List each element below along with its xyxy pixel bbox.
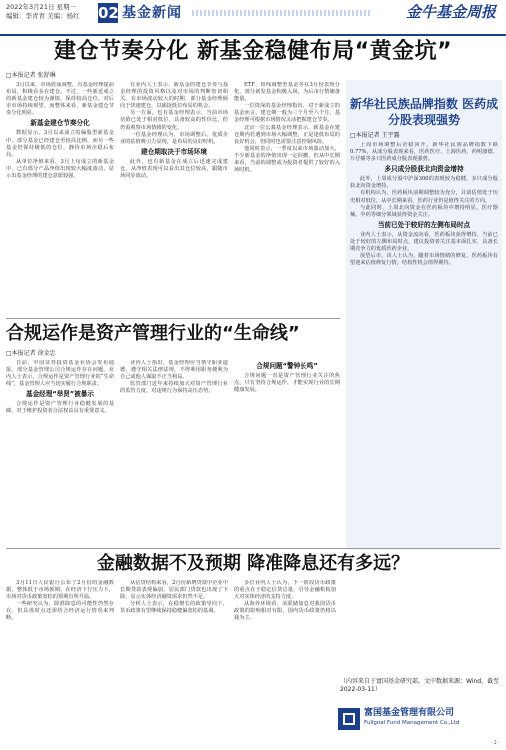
paragraph: 3月11日人民银行公布了2月份的金融数据，整体低于市场预期。在经济下行压力下，市场对货币政策宽松的预期有所升温。 [6,580,114,601]
paragraph: 日前，中国证券投资基金业协会发布通报，部分基金管理公司合规运作存在问题。业内人士表示，合规运作是资产管理行业的“生命线”，基金管理人应当切实履行合规职责。 [6,360,114,388]
side-subhead: 当前已处于较好的左侧布局时点 [377,220,471,229]
lead-column-3 [234,82,340,312]
paragraph: 从单位净值来看，3月上旬成立的新基金中，已有部分产品净值出现较大幅度波动，显示出基金经理的建仓意愿较强。 [6,158,114,180]
middle-byline: □本报记者 徐金忠 [6,350,56,357]
paragraph: 业内人士表示，从资金流向看，医药板块获得增持，当前已处于较好的左侧布局时点，建议投资者关注基本面扎实、具备长期竞争力的优质医药企业。 [350,231,498,253]
lead-subhead: 建仓期取决于市场环境 [141,147,207,156]
editor-line: 编辑：李青青 美编：杨红 [6,12,80,20]
paragraph: 展望后市，该人士认为，随着市场情绪的修复，医药板块有望迎来估值修复行情，结构性机会值得期待。 [350,253,498,267]
issue-date: 2022年3月21日 星期一 [6,3,77,11]
paragraph: 一些研究认为，降准降息的可能性仍然存在，但具体时点还需结合经济运行情况来判断。 [6,601,114,622]
fund-company-english: Fullgoal Fund Management Co.,Ltd [364,720,460,726]
paragraph: 一位基金经理认为，市场调整后，优质企业的估值吸引力显现，是布局的良好时机。 [120,131,228,145]
middle-column-3 [234,360,340,546]
fund-logo-icon [338,708,360,730]
section-name: 基金新闻 [122,5,182,21]
lead-headline: 建仓节奏分化 新基金稳健布局“黄金坑” [53,39,453,64]
header-decoration [192,10,372,16]
paragraph: 此外，也有新基金在成立后迅速完成建仓，从净值表现可以看出其仓位较高，跟随市场同步波动。 [120,158,228,180]
middle-subhead: 基金经理“举贤”被暴示 [25,390,94,399]
middle-column-2 [120,360,228,546]
paragraph: 另一方面，也有基金经理表示，当前市场估值已处于相对低位，具备较高的性价比，但仍需观察市场情绪的变化。 [120,110,228,131]
lead-column-2 [120,82,228,312]
paragraph: 分析人士表示，在稳增长的政策导向下，货币政策有望继续保持稳健偏宽松的基调。 [120,601,228,615]
paragraph: 合规运作是资产管理行业稳健发展的基础，对于维护投资者合法权益具有重要意义。 [6,401,114,415]
bottom-column-2 [120,580,228,738]
section-divider [6,318,340,319]
paragraph: 数据显示，3月以来成立的偏股型新基金中，部分基金已经建仓至较高比例，而另一些基金仍保持极低的仓位，静待市场企稳后布局。 [6,130,114,158]
lead-subhead: 新基金建仓节奏分化 [30,119,90,128]
bottom-column-3 [234,580,336,738]
lead-column-1 [6,82,114,312]
page-header [0,0,506,36]
paragraph: ETF、短线调整型基金等在3月份表现分化，部分新发基金积极入场，为后市行情储备能量。 [234,82,340,103]
paragraph: 合规问题一直是资产管理行业关注的焦点，只有坚持合规运作，才能实现行业的长期健康发展。 [234,373,340,394]
paragraph: 监管部门近年来持续加大对资产管理行业的监管力度，对违规行为保持高压态势。 [120,381,228,395]
middle-headline: 合规运作是资产管理行业的“生命线” [6,323,300,344]
paragraph: 与此同时，上周北向资金在医药板块中增持明显，医疗器械、中药等细分领域获得资金关注。 [350,204,498,218]
paragraph: 3月以来，市场震荡调整，有基金经理提前布局，积极看多在建仓。不过，一些新近成立的新基金建仓较为谨慎，保持较高仓位，对后市市场持续观望。而整体来看，新基金建仓节奏分化明显。 [6,82,114,117]
fund-company-name: 富国基金管理有限公司 [364,708,455,718]
paragraph: 有业内人士表示，新基金的建仓节奏与基金经理的投资风格以及对市场的判断密切相关。在市场波动较大的时期，部分基金经理倾向于快速建仓，以捕捉低位布局的机会。 [120,82,228,110]
page-number-badge: 02 [98,4,119,22]
middle-subhead: 合规问题“警钟长鸣” [256,362,318,370]
paragraph: 从海外环境看，美联储加息对我国货币政策的影响相对有限，国内货币政策仍将以我为主。 [234,601,336,622]
paragraph: 此外，上周成分股中沪深300的表现较为稳健，多只成分股获北向资金增持。 [350,176,498,190]
side-column [350,142,498,542]
paragraph: 有机构认为，医药板块前期调整较为充分，目前估值处于历史相对低位，从中长期来看，医药行业仍是值得关注的方向。 [350,190,498,204]
paragraph: 从信贷结构来看，2月份新增贷款中企业中长期贷款表现偏弱，居民部门贷款也出现了下降，显示实体经济融资需求仍然不足。 [120,580,228,601]
lead-byline: □本报记者 张舒琳 [6,72,56,79]
paragraph: 北京一位公募基金经理表示，新基金在建仓期内若遇到市场大幅调整，正是逢低布局的良好机会，但同时也需要注意控制风险。 [234,124,340,145]
paragraph: 一位资深的基金经理指出，对于新成立的基金而言，建仓期一般为三个月至六个月，基金经理可根据市场情况灵活把握建仓节奏。 [234,103,340,124]
newspaper-brand: 金牛基金周报 [405,3,496,21]
side-headline: 新华社民族品牌指数 医药成分股表现强势 [349,97,499,127]
section-divider [6,548,500,549]
page-footer-number: · 2 · [490,740,500,746]
side-byline: □本报记者 王宇露 [350,132,400,139]
paragraph: 上周市场调整后企稳回升，新华社民族品牌指数下跌0.77%，从成分股表现来看，医药医疗、上海医药、药明康德、片仔癀等多只医药成分股表现强势。 [350,142,498,163]
paragraph: 他同时表示，一季度以来市场波动加大，不少新基金的净值出现一定回撤，但从中长期来看，当前的调整或为投资者提供了较好的入场时机。 [234,145,340,174]
paragraph: 业内人士指出，基金经理应当恪守职业道德，遵守相关法律法规，不得利用职务便利为自己或他人谋取不正当利益。 [120,360,228,381]
data-source-note: （内容来自于富国基金研究部，文中数据来源：Wind，截至2022-03-11） [340,678,500,693]
side-subhead: 多只成分股获北向资金增持 [384,165,464,174]
bottom-column-1 [6,580,114,738]
bottom-headline: 金融数据不及预期 降准降息还有多远？ [96,553,410,574]
paragraph: 多位业内人士认为，下一阶段货币政策的重点在于稳定信贷总量，引导金融机构加大对实体经济的支持力度。 [234,580,336,601]
middle-column-1 [6,360,114,546]
